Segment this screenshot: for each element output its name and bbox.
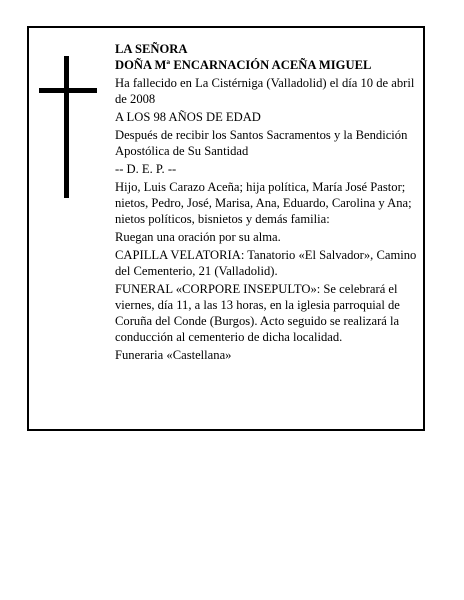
funeral-line: FUNERAL «CORPORE INSEPULTO»: Se celebrará el viernes, día 11, a las 13 horas, en la iglesia parroquial de Coruña del Conde (Burgos). Acto seguido se realizará la conducción al cementerio de dicha localidad. bbox=[115, 282, 400, 344]
age-line: A LOS 98 AÑOS DE EDAD bbox=[115, 110, 261, 124]
prayer-request: Ruegan una oración por su alma. bbox=[115, 230, 281, 244]
deceased-name: DOÑA Mª ENCARNACIÓN ACEÑA MIGUEL bbox=[115, 58, 372, 72]
funeral-home: Funeraria «Castellana» bbox=[115, 348, 232, 362]
cross-vertical-bar bbox=[64, 56, 69, 198]
latin-cross-icon bbox=[39, 56, 99, 198]
cross-horizontal-bar bbox=[39, 88, 97, 93]
obituary-notice bbox=[27, 26, 425, 431]
notice-text bbox=[115, 41, 427, 363]
title-line-1: LA SEÑORA bbox=[115, 42, 188, 56]
rip-line: -- D. E. P. -- bbox=[115, 162, 177, 176]
death-statement: Ha fallecido en La Cistérniga (Valladolid) el día 10 de abril de 2008 bbox=[115, 76, 415, 106]
sacraments-line: Después de recibir los Santos Sacramentos y la Bendición Apostólica de Su Santidad bbox=[115, 128, 408, 158]
chapel-line: CAPILLA VELATORIA: Tanatorio «El Salvador», Camino del Cementerio, 21 (Valladolid). bbox=[115, 248, 417, 278]
family-line: Hijo, Luis Carazo Aceña; hija política, María José Pastor; nietos, Pedro, José, Marisa, Ana, Eduardo, Carolina y Ana; nietos políticos, bisnietos y demás familia: bbox=[115, 180, 412, 226]
